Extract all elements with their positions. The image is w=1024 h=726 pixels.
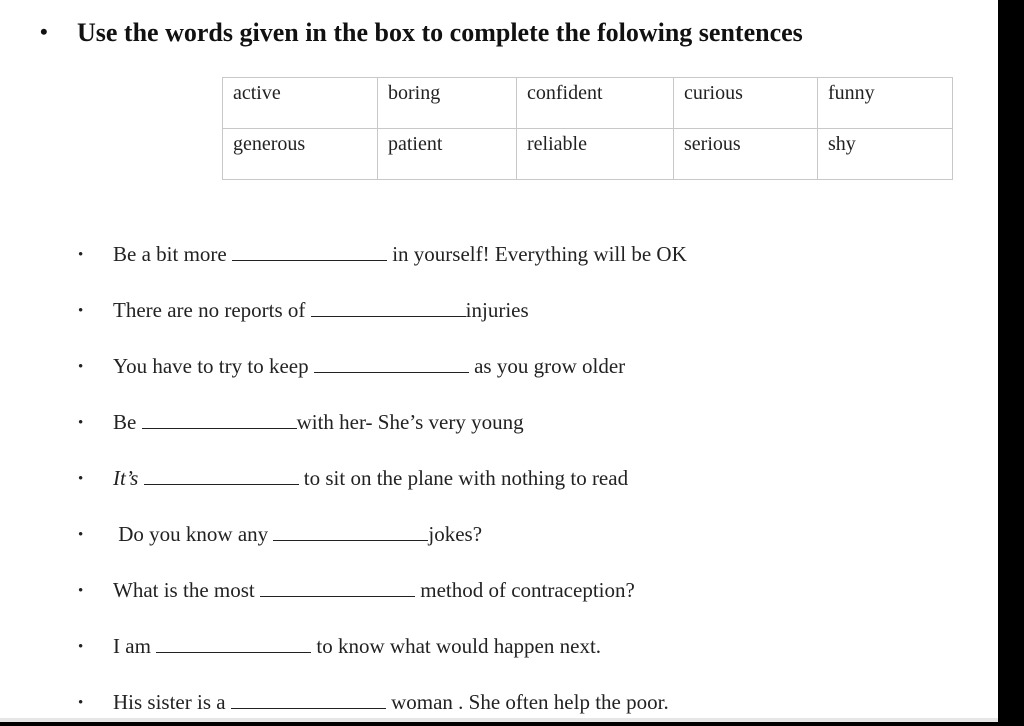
sentence-text-after: in yourself! Everything will be OK bbox=[386, 242, 687, 266]
sentence-item bbox=[78, 298, 529, 323]
word-cell: confident bbox=[517, 78, 674, 129]
sentence-text-before: What is the most bbox=[113, 578, 260, 602]
sentence-text-before: You have to try to keep bbox=[113, 354, 314, 378]
sentence-item bbox=[78, 466, 628, 491]
sentence-text-after: to know what would happen next. bbox=[311, 634, 602, 658]
bullet-icon: • bbox=[40, 19, 48, 44]
word-cell: patient bbox=[378, 129, 517, 180]
sentence-item bbox=[78, 242, 687, 267]
sentence-item bbox=[78, 634, 601, 659]
word-cell: curious bbox=[674, 78, 818, 129]
answer-blank[interactable] bbox=[314, 354, 469, 373]
sentence-text-after: as you grow older bbox=[468, 354, 626, 378]
sentence-text-after: jokes? bbox=[428, 522, 483, 546]
bullet-icon: • bbox=[78, 471, 84, 487]
word-cell: funny bbox=[818, 78, 953, 129]
word-box-row bbox=[223, 129, 953, 180]
instruction-text: Use the words given in the box to complete the folowing sentences bbox=[77, 18, 803, 47]
page-bottom-edge bbox=[0, 718, 998, 722]
bullet-icon: • bbox=[78, 303, 84, 319]
word-cell: reliable bbox=[517, 129, 674, 180]
word-box-table bbox=[222, 77, 953, 180]
answer-blank[interactable] bbox=[232, 242, 387, 261]
sentence-text-before: There are no reports of bbox=[113, 298, 311, 322]
answer-blank[interactable] bbox=[144, 466, 299, 485]
sentence-text-before: His sister is a bbox=[113, 690, 231, 714]
sentence-text-after: injuries bbox=[465, 298, 529, 322]
answer-blank[interactable] bbox=[273, 522, 428, 541]
word-cell: boring bbox=[378, 78, 517, 129]
word-cell: active bbox=[223, 78, 378, 129]
bullet-icon: • bbox=[78, 639, 84, 655]
answer-blank[interactable] bbox=[231, 690, 386, 709]
sentence-item bbox=[78, 690, 669, 715]
word-cell: shy bbox=[818, 129, 953, 180]
sentence-text-before: I am bbox=[113, 634, 157, 658]
word-cell: serious bbox=[674, 129, 818, 180]
bullet-icon: • bbox=[78, 415, 84, 431]
sentence-text-after: method of contraception? bbox=[414, 578, 635, 602]
sentence-text-before: Do you know any bbox=[113, 522, 274, 546]
answer-blank[interactable] bbox=[260, 578, 415, 597]
bullet-icon: • bbox=[78, 583, 84, 599]
word-cell: generous bbox=[223, 129, 378, 180]
answer-blank[interactable] bbox=[156, 634, 311, 653]
sentence-text-after: woman . She often help the poor. bbox=[385, 690, 669, 714]
sentence-text-before: Be a bit more bbox=[113, 242, 232, 266]
word-box-row bbox=[223, 78, 953, 129]
instruction-heading bbox=[40, 18, 803, 48]
sentence-text-after: to sit on the plane with nothing to read bbox=[298, 466, 629, 490]
sentence-item bbox=[78, 410, 524, 435]
sentence-text-after: with her- She’s very young bbox=[296, 410, 524, 434]
answer-blank[interactable] bbox=[311, 298, 466, 317]
sentence-item bbox=[78, 354, 625, 379]
answer-blank[interactable] bbox=[142, 410, 297, 429]
sentence-item bbox=[78, 578, 635, 603]
bullet-icon: • bbox=[78, 527, 84, 543]
bullet-icon: • bbox=[78, 695, 84, 711]
sentence-item bbox=[78, 522, 482, 547]
sentence-text-before: It’s bbox=[113, 466, 144, 490]
sentence-text-before: Be bbox=[113, 410, 142, 434]
bullet-icon: • bbox=[78, 247, 84, 263]
bullet-icon: • bbox=[78, 359, 84, 375]
